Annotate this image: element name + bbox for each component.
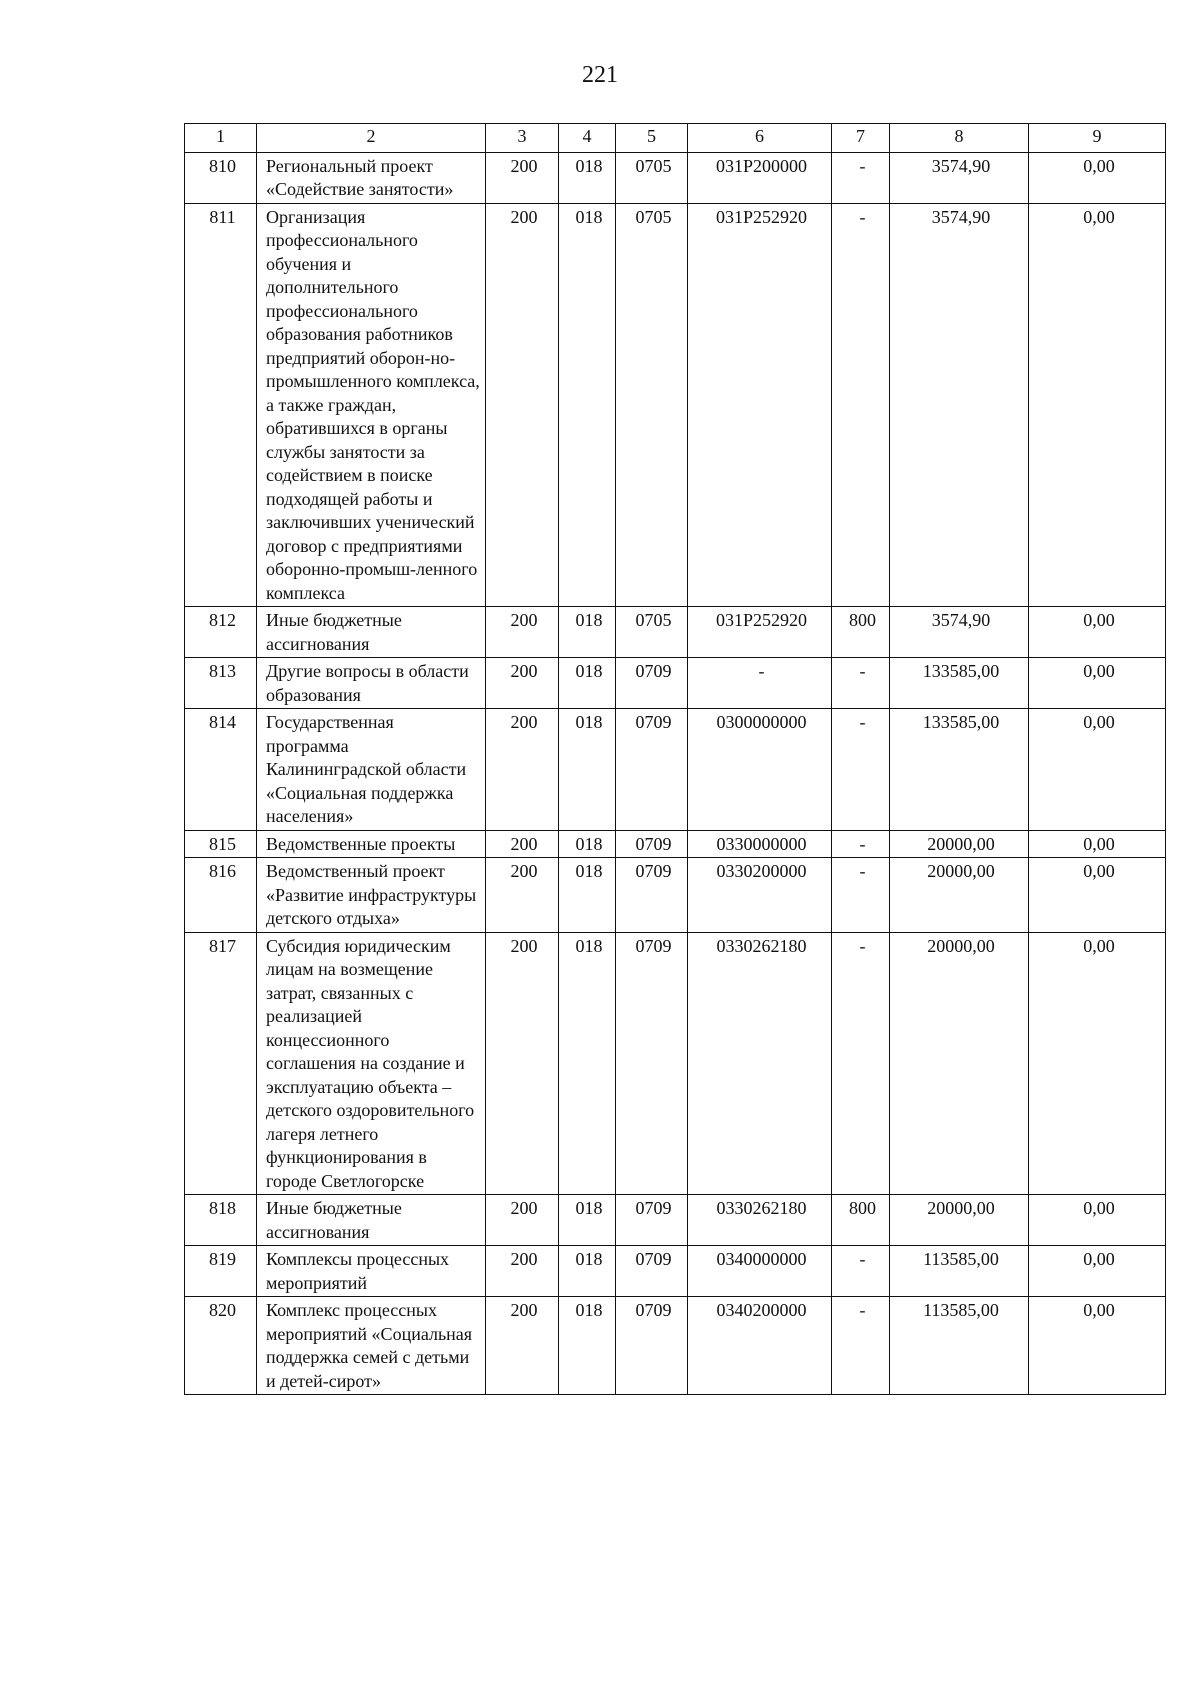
header-cell: 2 [257, 124, 486, 153]
cell-col7: - [832, 858, 890, 933]
cell-col3: 200 [486, 203, 559, 607]
cell-col8: 133585,00 [890, 658, 1029, 709]
cell-col6: 0300000000 [688, 709, 832, 831]
cell-col6: 0330262180 [688, 932, 832, 1195]
cell-col7: - [832, 658, 890, 709]
row-name: Субсидия юридическим лицам на возмещение затрат, связанных с реализацией концессионного соглашения на создание и эксплуатацию объекта – детского оздоровительного лагеря летнего функционирования в городе Светлогорске [257, 932, 486, 1195]
row-name: Иные бюджетные ассигнования [257, 607, 486, 658]
cell-col6: 0340200000 [688, 1297, 832, 1395]
budget-table [184, 123, 1166, 1395]
cell-col4: 018 [559, 1246, 616, 1297]
cell-col7: - [832, 830, 890, 858]
row-number: 810 [185, 152, 257, 203]
cell-col9: 0,00 [1029, 658, 1166, 709]
row-number: 814 [185, 709, 257, 831]
cell-col3: 200 [486, 658, 559, 709]
row-number: 813 [185, 658, 257, 709]
cell-col9: 0,00 [1029, 830, 1166, 858]
table-row [185, 658, 1166, 709]
cell-col3: 200 [486, 932, 559, 1195]
cell-col4: 018 [559, 607, 616, 658]
cell-col5: 0709 [616, 830, 688, 858]
cell-col6: 0330262180 [688, 1195, 832, 1246]
table-row [185, 858, 1166, 933]
cell-col7: - [832, 1297, 890, 1395]
cell-col6: 0340000000 [688, 1246, 832, 1297]
cell-col7: - [832, 152, 890, 203]
cell-col6: 031P200000 [688, 152, 832, 203]
cell-col8: 3574,90 [890, 607, 1029, 658]
cell-col9: 0,00 [1029, 709, 1166, 831]
header-cell: 7 [832, 124, 890, 153]
cell-col9: 0,00 [1029, 1246, 1166, 1297]
cell-col9: 0,00 [1029, 858, 1166, 933]
cell-col7: - [832, 1246, 890, 1297]
cell-col3: 200 [486, 858, 559, 933]
cell-col5: 0709 [616, 1297, 688, 1395]
cell-col5: 0705 [616, 152, 688, 203]
cell-col7: 800 [832, 1195, 890, 1246]
table-row [185, 1195, 1166, 1246]
cell-col7: 800 [832, 607, 890, 658]
header-cell: 5 [616, 124, 688, 153]
cell-col4: 018 [559, 932, 616, 1195]
cell-col9: 0,00 [1029, 152, 1166, 203]
row-name: Ведомственный проект «Развитие инфраструктуры детского отдыха» [257, 858, 486, 933]
table-row [185, 1246, 1166, 1297]
header-row [185, 124, 1166, 153]
header-cell: 9 [1029, 124, 1166, 153]
row-name: Иные бюджетные ассигнования [257, 1195, 486, 1246]
page-number: 221 [582, 62, 618, 88]
row-number: 820 [185, 1297, 257, 1395]
cell-col9: 0,00 [1029, 607, 1166, 658]
header-cell: 6 [688, 124, 832, 153]
cell-col4: 018 [559, 1297, 616, 1395]
cell-col8: 20000,00 [890, 830, 1029, 858]
cell-col3: 200 [486, 830, 559, 858]
row-name: Комплексы процессных мероприятий [257, 1246, 486, 1297]
cell-col4: 018 [559, 658, 616, 709]
cell-col9: 0,00 [1029, 203, 1166, 607]
table-row [185, 830, 1166, 858]
cell-col5: 0709 [616, 858, 688, 933]
cell-col3: 200 [486, 607, 559, 658]
header-cell: 1 [185, 124, 257, 153]
row-name: Региональный проект «Содействие занятости» [257, 152, 486, 203]
table-row [185, 203, 1166, 607]
cell-col5: 0709 [616, 1195, 688, 1246]
cell-col3: 200 [486, 1297, 559, 1395]
cell-col8: 3574,90 [890, 203, 1029, 607]
cell-col8: 20000,00 [890, 858, 1029, 933]
table-row [185, 1297, 1166, 1395]
cell-col9: 0,00 [1029, 1195, 1166, 1246]
cell-col6: 031P252920 [688, 203, 832, 607]
row-number: 816 [185, 858, 257, 933]
cell-col3: 200 [486, 152, 559, 203]
row-name: Другие вопросы в области образования [257, 658, 486, 709]
table-row [185, 932, 1166, 1195]
cell-col3: 200 [486, 1246, 559, 1297]
cell-col3: 200 [486, 1195, 559, 1246]
row-name: Комплекс процессных мероприятий «Социальная поддержка семей с детьми и детей-сирот» [257, 1297, 486, 1395]
cell-col5: 0709 [616, 932, 688, 1195]
row-name: Организация профессионального обучения и дополнительного профессионального образования работников предприятий оборон-но-промышленного комплекса, а также граждан, обратившихся в органы службы занятости за содействием в поиске подходящей работы и заключивших ученический договор с предприятиями оборонно-промыш-ленного комплекса [257, 203, 486, 607]
row-name: Государственная программа Калининградской области «Социальная поддержка населения» [257, 709, 486, 831]
cell-col8: 20000,00 [890, 932, 1029, 1195]
row-number: 818 [185, 1195, 257, 1246]
cell-col6: 0330200000 [688, 858, 832, 933]
cell-col4: 018 [559, 152, 616, 203]
cell-col7: - [832, 932, 890, 1195]
cell-col4: 018 [559, 858, 616, 933]
cell-col8: 133585,00 [890, 709, 1029, 831]
cell-col7: - [832, 709, 890, 831]
cell-col7: - [832, 203, 890, 607]
header-cell: 4 [559, 124, 616, 153]
cell-col9: 0,00 [1029, 1297, 1166, 1395]
row-number: 815 [185, 830, 257, 858]
header-cell: 3 [486, 124, 559, 153]
cell-col8: 113585,00 [890, 1297, 1029, 1395]
cell-col9: 0,00 [1029, 932, 1166, 1195]
table-row [185, 607, 1166, 658]
cell-col5: 0705 [616, 607, 688, 658]
cell-col4: 018 [559, 1195, 616, 1246]
cell-col5: 0709 [616, 1246, 688, 1297]
cell-col8: 3574,90 [890, 152, 1029, 203]
cell-col5: 0705 [616, 203, 688, 607]
row-number: 811 [185, 203, 257, 607]
cell-col6: 031P252920 [688, 607, 832, 658]
row-number: 819 [185, 1246, 257, 1297]
header-cell: 8 [890, 124, 1029, 153]
row-number: 812 [185, 607, 257, 658]
table-row [185, 152, 1166, 203]
cell-col5: 0709 [616, 658, 688, 709]
row-name: Ведомственные проекты [257, 830, 486, 858]
cell-col4: 018 [559, 830, 616, 858]
cell-col6: - [688, 658, 832, 709]
cell-col5: 0709 [616, 709, 688, 831]
cell-col4: 018 [559, 709, 616, 831]
table-row [185, 709, 1166, 831]
row-number: 817 [185, 932, 257, 1195]
cell-col3: 200 [486, 709, 559, 831]
cell-col8: 113585,00 [890, 1246, 1029, 1297]
cell-col4: 018 [559, 203, 616, 607]
cell-col8: 20000,00 [890, 1195, 1029, 1246]
cell-col6: 0330000000 [688, 830, 832, 858]
